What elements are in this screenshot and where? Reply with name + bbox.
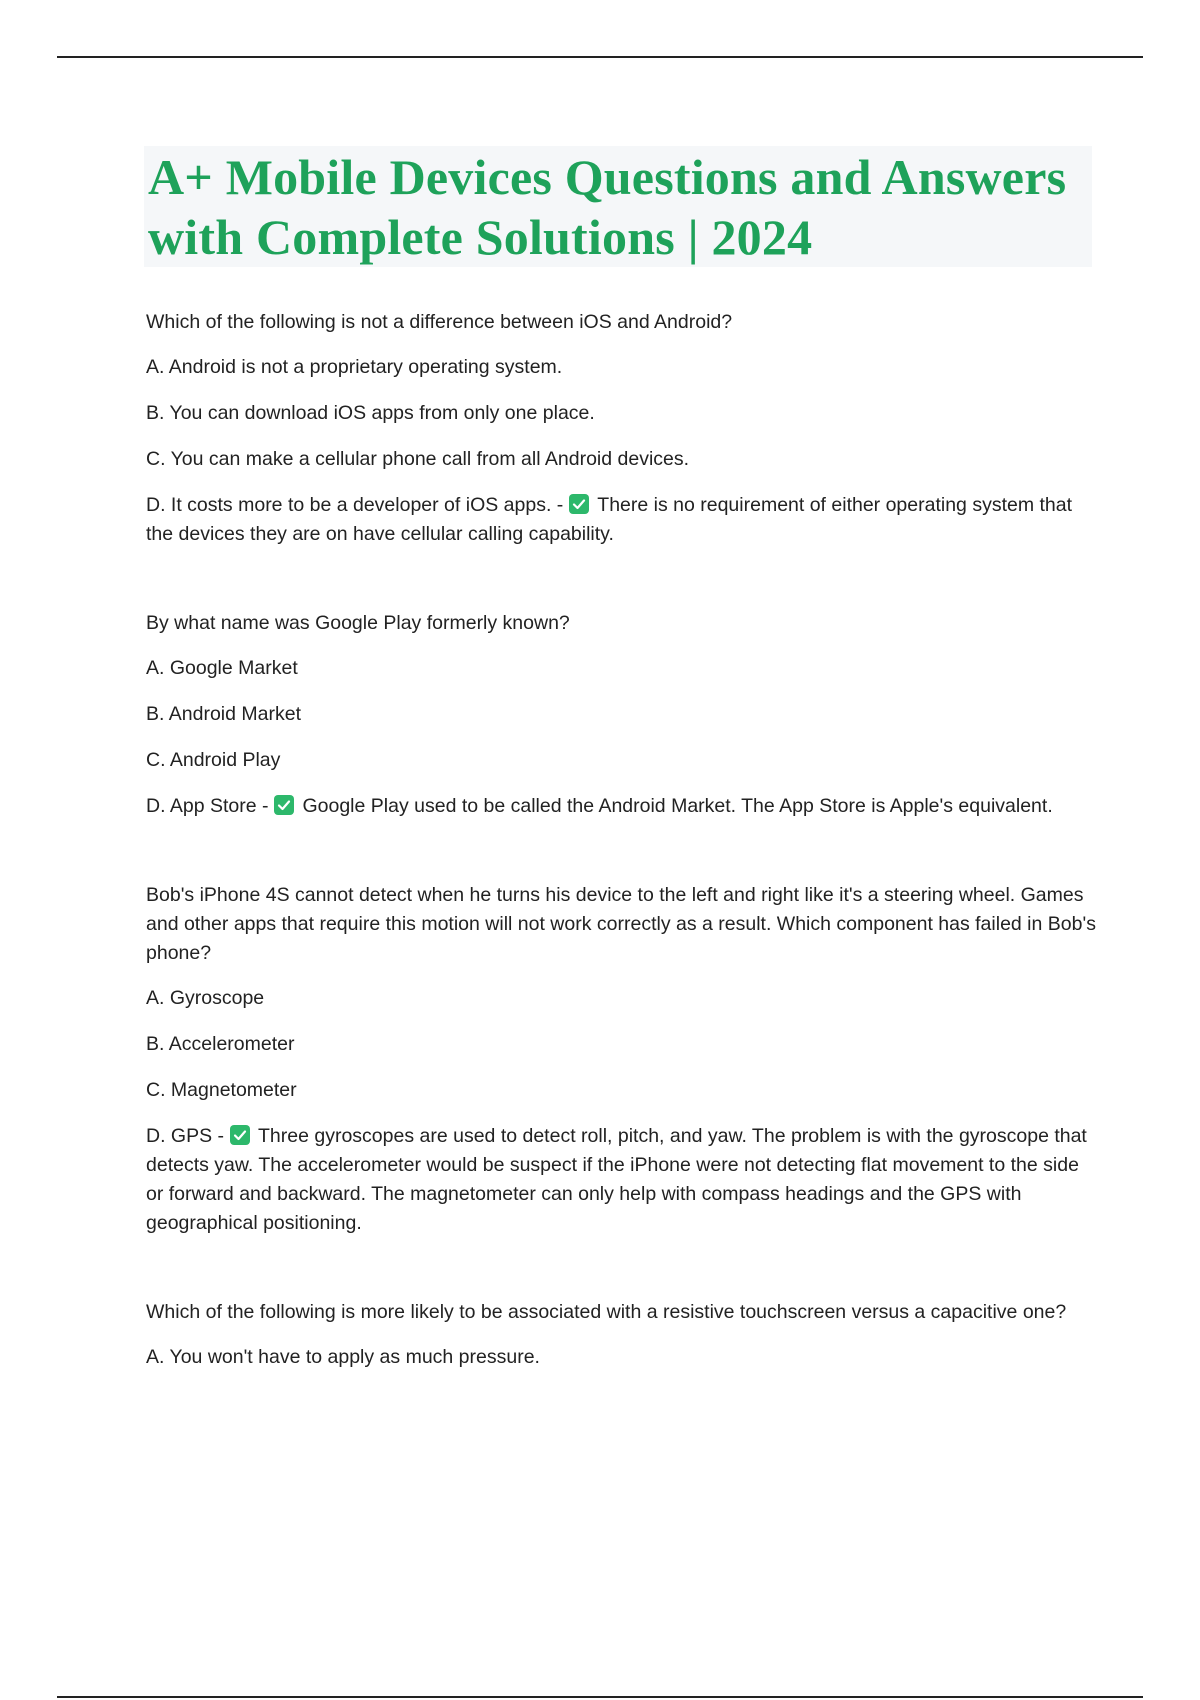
option-a: A. Google Market — [146, 657, 298, 679]
check-mark-icon — [569, 494, 589, 514]
question-block-2 — [146, 609, 1096, 821]
question-block-1 — [146, 308, 1096, 549]
option-a: A. Gyroscope — [146, 987, 265, 1009]
check-mark-icon — [230, 1125, 250, 1145]
option-d: D. It costs more to be a developer of iOS apps. - — [146, 494, 564, 516]
option-b: B. You can download iOS apps from only one place. — [146, 402, 595, 424]
option-d: D. App Store - — [146, 795, 269, 817]
answer-explanation: Three gyroscopes are used to detect roll, pitch, and yaw. The problem is with the gyroscope that detects yaw. The accelerometer would be suspect if the iPhone were not detecting flat movement to the side or forward and backward. The magnetometer can only help with compass headings and the GPS with geographical positioning. — [146, 1125, 1087, 1234]
question-text: Which of the following is more likely to be associated with a resistive touchscreen versus a capacitive one? — [146, 1301, 1067, 1323]
option-d-with-answer — [146, 1122, 1096, 1238]
option-a: A. Android is not a proprietary operating system. — [146, 356, 563, 378]
option-a: A. You won't have to apply as much pressure. — [146, 1346, 540, 1368]
qa-content — [146, 308, 1096, 1432]
option-d-with-answer — [146, 491, 1096, 549]
question-block-4 — [146, 1298, 1096, 1372]
check-mark-icon — [274, 795, 294, 815]
question-text: By what name was Google Play formerly known? — [146, 612, 570, 634]
top-rule — [57, 56, 1143, 58]
question-text: Bob's iPhone 4S cannot detect when he turns his device to the left and right like it's a steering wheel. Games and other apps that require this motion will not work correctly as a result. Which component has failed in Bob's phone? — [146, 884, 1096, 964]
bottom-rule — [57, 1696, 1143, 1698]
option-b: B. Android Market — [146, 703, 301, 725]
question-block-3 — [146, 881, 1096, 1238]
question-text: Which of the following is not a difference between iOS and Android? — [146, 311, 733, 333]
answer-explanation: There is no requirement of either operating system that the devices they are on have cellular calling capability. — [146, 494, 1073, 545]
title-banner — [144, 146, 1092, 267]
answer-explanation: Google Play used to be called the Android Market. The App Store is Apple's equivalent. — [302, 795, 1053, 817]
option-c: C. Android Play — [146, 749, 281, 771]
option-d: D. GPS - — [146, 1125, 225, 1147]
option-c: C. You can make a cellular phone call from all Android devices. — [146, 448, 690, 470]
option-d-with-answer — [146, 792, 1096, 821]
option-b: B. Accelerometer — [146, 1033, 295, 1055]
document-title: A+ Mobile Devices Questions and Answers with Complete Solutions | 2024 — [148, 149, 1067, 265]
option-c: C. Magnetometer — [146, 1079, 297, 1101]
